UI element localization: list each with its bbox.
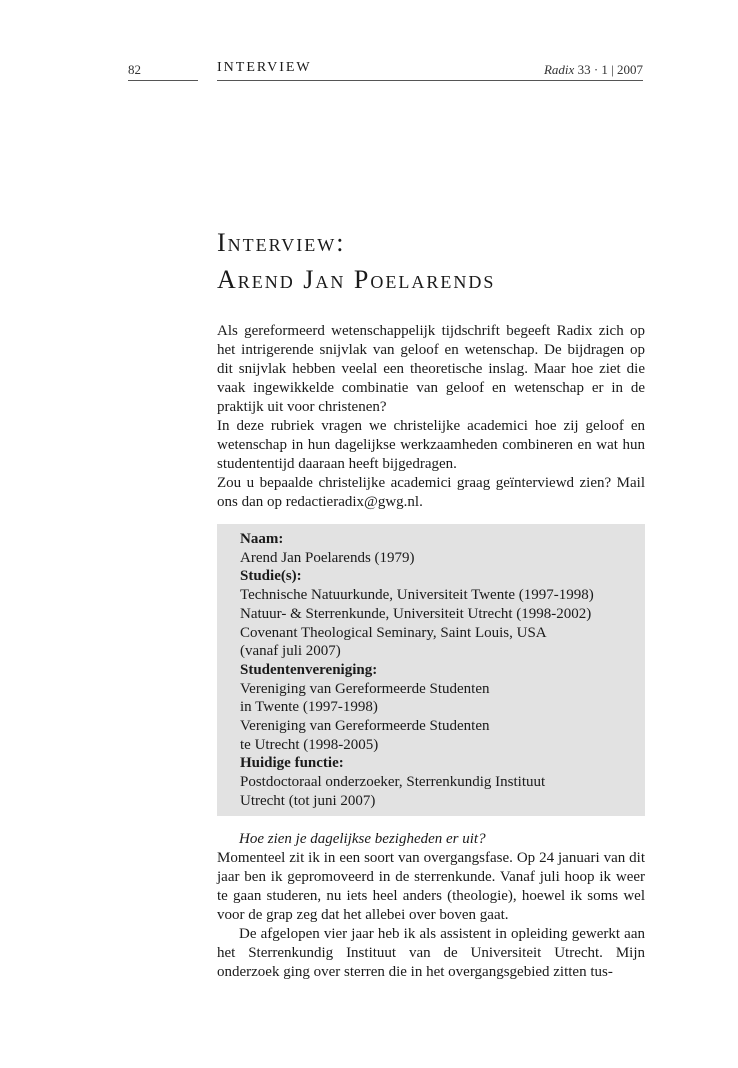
intro-paragraph: Als gereformeerd wetenschappelijk tijdschrift begeeft Radix zich op het intrigerende snijvlak van geloof en wetenschap. De bijdragen op dit snijvlak hebben veelal een theoretische inslag. Maar hoe ziet die vaak ingewikkelde combinatie van geloof en wetenschap er in de praktijk uit voor christenen? xyxy=(217,323,645,415)
answer-paragraph: De afgelopen vier jaar heb ik als assistent in opleiding gewerkt aan het Sterrenkundig Instituut van de Universiteit Utrecht. Mijn onderzoek ging over sterren die in het overgangsgebied zitten tus- xyxy=(217,926,645,980)
function-line: Utrecht (tot juni 2007) xyxy=(240,792,376,809)
journal-name: Radix xyxy=(543,62,575,77)
study-line: Natuur- & Sterrenkunde, Universiteit Utrecht (1998-2002) xyxy=(240,605,592,622)
study-label: Studie(s): xyxy=(240,568,302,585)
title-line-1: Interview: xyxy=(217,228,346,257)
function-label: Huidige functie: xyxy=(240,755,344,772)
association-line: Vereniging van Gereformeerde Studenten xyxy=(240,718,490,735)
function-line: Postdoctoraal onderzoeker, Sterrenkundig Instituut xyxy=(240,774,546,791)
intro-paragraph: Zou u bepaalde christelijke academici graag geïnterviewd zien? Mail ons dan op redactieradix@gwg.nl. xyxy=(217,475,645,510)
study-line: (vanaf juli 2007) xyxy=(240,643,341,660)
intro-text xyxy=(217,322,645,512)
study-line: Covenant Theological Seminary, Saint Louis, USA xyxy=(240,624,547,641)
association-line: in Twente (1997-1998) xyxy=(240,699,378,716)
name-value: Arend Jan Poelarends (1979) xyxy=(240,549,415,566)
title-line-2: Arend Jan Poelarends xyxy=(217,265,496,294)
header-rule-right xyxy=(217,80,643,81)
association-line: Vereniging van Gereformeerde Studenten xyxy=(240,680,490,697)
article-title xyxy=(217,224,647,298)
association-label: Studentenvereniging: xyxy=(240,661,378,678)
interview-question: Hoe zien je dagelijkse bezigheden er uit? xyxy=(239,831,486,847)
intro-paragraph: In deze rubriek vragen we christelijke academici hoe zij geloof en wetenschap in hun dagelijkse werkzaamheden combineren en wat hun studententijd daaraan heeft bijgedragen. xyxy=(217,418,645,472)
section-label: INTERVIEW xyxy=(217,60,312,75)
profile-box xyxy=(217,524,645,816)
issue-info xyxy=(544,62,643,78)
header-rule-left xyxy=(128,80,198,81)
page-number: 82 xyxy=(128,62,141,77)
article-body xyxy=(217,830,645,982)
issue-number: 33 · 1 | 2007 xyxy=(577,62,643,77)
association-line: te Utrecht (1998-2005) xyxy=(240,736,379,753)
study-line: Technische Natuurkunde, Universiteit Twente (1997-1998) xyxy=(240,587,594,604)
name-label: Naam: xyxy=(240,531,284,547)
answer-paragraph: Momenteel zit ik in een soort van overgangsfase. Op 24 januari van dit jaar ben ik gepromoveerd in de sterrenkunde. Vanaf juli hoop ik weer te gaan studeren, nu iets heel anders (theologie), hoewel ik soms wel voor de grap zeg dat het allebei over boven gaat. xyxy=(217,850,645,923)
